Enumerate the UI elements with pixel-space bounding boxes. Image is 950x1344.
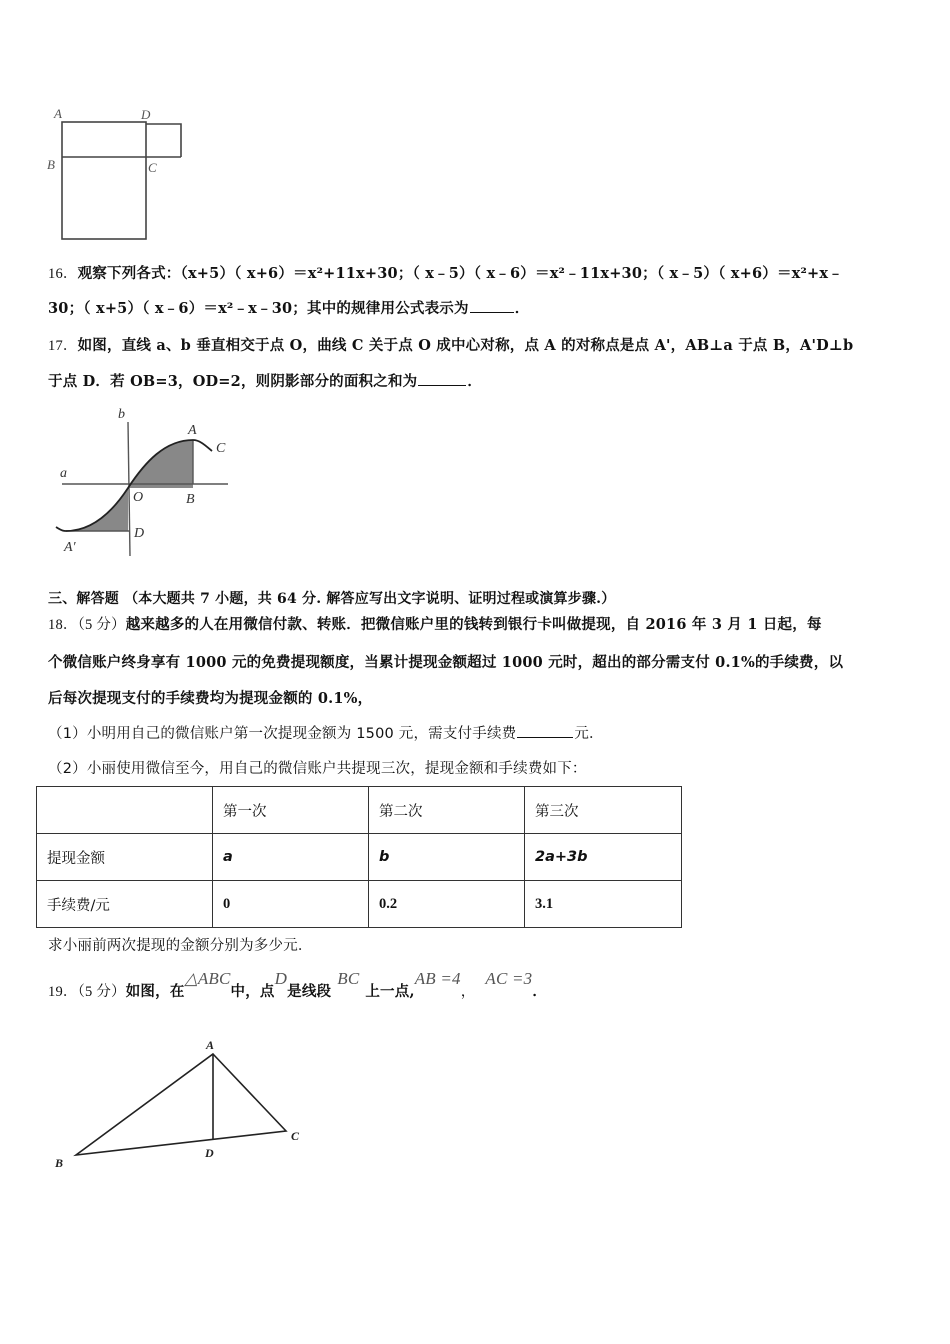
label-A: A [54, 106, 62, 121]
q16-prefix: 观察下列各式： [77, 265, 181, 282]
table-row [37, 881, 682, 928]
label-B: B [47, 157, 55, 172]
points: （5 分） [77, 984, 126, 1000]
q19-line [48, 969, 548, 1001]
label-A: A [188, 423, 197, 438]
q18-text: 后每次提现支付的手续费均为提现金额的 0.1%， [48, 690, 373, 707]
segment-bc: BC [337, 969, 360, 988]
q18-part1 [48, 722, 604, 743]
part2-text: （2）小丽使用微信至今，用自己的微信账户共提现三次，提现金额和手续费如下： [48, 761, 587, 777]
eq-ac: AC =3 [485, 969, 533, 988]
question-number: 18． [48, 617, 78, 633]
rectangle-figure [40, 100, 200, 250]
table-cell: 提现金额 [37, 834, 213, 881]
label-D: D [141, 107, 151, 122]
period: ． [514, 300, 530, 317]
q18-question [48, 934, 313, 955]
question-number: 16． [48, 266, 78, 282]
label-A-prime: A′ [64, 540, 76, 555]
points: （5 分） [77, 617, 126, 633]
label-D: D [205, 1146, 214, 1160]
point-d: D [274, 969, 288, 988]
table-cell [37, 787, 213, 834]
q19-text: 如图，在 [125, 983, 185, 1000]
question-text: 求小丽前两次提现的金额分别为多少元． [48, 938, 313, 954]
q16-text: 30；（ x+5）（ x﹣6）＝x²﹣x﹣30；其中的规律用公式表示为 [48, 300, 469, 317]
q18-line3 [48, 687, 372, 708]
section-title: 三、解答题 [48, 591, 119, 607]
q19-text: 上一点, [365, 983, 415, 1000]
period: ． [467, 373, 483, 390]
q16-line2 [48, 297, 529, 318]
part1-text: （1）小明用自己的微信账户第一次提现金额为 1500 元，需支付手续费 [48, 726, 517, 742]
label-D: D [134, 526, 145, 541]
section-heading [48, 588, 615, 608]
fee-table [36, 786, 682, 928]
eq-ab: AB =4 [414, 969, 461, 988]
label-A: A [206, 1038, 215, 1052]
table-cell: 手续费/元 [37, 881, 213, 928]
question-number: 19． [48, 984, 78, 1000]
label-O: O [133, 490, 144, 505]
table-cell: a [213, 834, 369, 881]
q18-text: 个微信账户终身享有 1000 元的免费提现额度，当累计提现金额超过 1000 元时，超出的部分需支付 0.1%的手续费，以 [48, 654, 844, 671]
answer-blank[interactable] [517, 736, 573, 738]
comma: ， [460, 984, 476, 1000]
table-row [37, 834, 682, 881]
q16-equations: （x+5）（ x+6）＝x²+11x+30；（ x﹣5）（ x﹣6）＝x²﹣11x+30；（ x﹣5）（ x+6）＝x²+x﹣ [180, 265, 843, 282]
answer-blank[interactable] [418, 384, 466, 386]
table-cell: 3.1 [525, 881, 682, 928]
table-cell: 0 [213, 881, 369, 928]
table-header-row [37, 787, 682, 834]
q17-line2 [48, 370, 482, 391]
label-b: b [118, 407, 125, 422]
triangle-abc: △ABC [184, 969, 231, 988]
table-cell: 第二次 [369, 787, 525, 834]
q18-part2 [48, 757, 587, 778]
unit: 元． [574, 726, 604, 742]
q16-line1 [48, 262, 843, 283]
label-C: C [216, 441, 226, 456]
triangle-figure [40, 1010, 320, 1190]
q18-line2 [48, 651, 843, 672]
q17-text: 于点 D．若 OB=3，OD=2，则阴影部分的面积之和为 [48, 373, 418, 390]
table-cell: 第三次 [525, 787, 682, 834]
q19-text: 中，点 [230, 983, 275, 1000]
period: ． [532, 983, 548, 1000]
curve-figure [50, 400, 250, 560]
q17-line1 [48, 334, 853, 355]
q17-text: 如图，直线 a、b 垂直相交于点 O，曲线 C 关于点 O 成中心对称，点 A 的对称点是点 A'，AB⊥a 于点 B，A'D⊥b [77, 337, 854, 354]
q19-text: 是线段 [287, 983, 332, 1000]
table-cell: 第一次 [213, 787, 369, 834]
label-C: C [148, 160, 157, 175]
label-B: B [55, 1156, 64, 1170]
answer-blank[interactable] [470, 311, 514, 313]
label-B: B [186, 492, 195, 507]
q18-line1 [48, 613, 822, 634]
table-cell: 0.2 [369, 881, 525, 928]
label-C: C [291, 1129, 300, 1143]
section-note: （本大题共 7 小题，共 64 分. 解答应写出文字说明、证明过程或演算步骤.） [124, 591, 616, 607]
q18-text: 越来越多的人在用微信付款、转账．把微信账户里的钱转到银行卡叫做提现，自 2016 年 3 月 1 日起，每 [125, 616, 822, 633]
question-number: 17． [48, 338, 78, 354]
table-cell: b [369, 834, 525, 881]
label-a: a [60, 466, 67, 481]
table-cell: 2a+3b [525, 834, 682, 881]
